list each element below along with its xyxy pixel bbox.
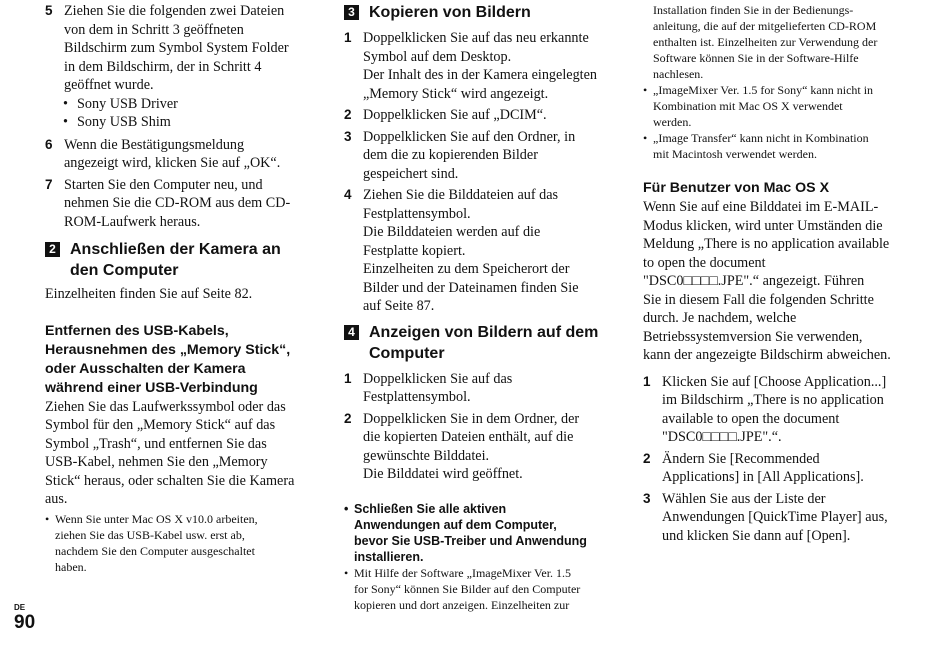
text-line: angezeigt wird, klicken Sie auf „OK“.	[64, 155, 281, 171]
text-line: Installation finden Sie in der Bedienungs-	[653, 3, 854, 17]
text-line: haben.	[55, 559, 87, 574]
subheading-line: oder Ausschalten der Kamera	[45, 360, 246, 377]
text-line: Mit Hilfe der Software „ImageMixer Ver. 1.5	[354, 565, 572, 580]
note-continuation	[643, 2, 913, 82]
text-line: ROM-Laufwerk heraus.	[64, 213, 201, 230]
text-line: dem die zu kopierenden Bilder	[363, 147, 538, 163]
text-line: gewünschte Bilddatei.	[363, 447, 490, 464]
step-number: 7	[45, 176, 53, 192]
text-line: Software können Sie in der Software-Hilfe	[653, 51, 859, 65]
text-line: Ändern Sie [Recommended	[662, 450, 820, 467]
text-line: durch. Je nachdem, welche	[643, 310, 797, 326]
text-line: Applications] in [All Applications].	[662, 469, 864, 485]
text-line: „Memory Stick“ wird angezeigt.	[363, 85, 549, 102]
text-line: Starten Sie den Computer neu, und	[64, 176, 263, 193]
step-4	[344, 186, 614, 316]
step-number: 3	[344, 128, 352, 144]
text-line: for Sony“ können Sie Bilder auf den Computer	[354, 581, 581, 596]
text-line: Betriebssystemversion Sie verwenden,	[643, 328, 863, 345]
step-number: 1	[344, 30, 352, 45]
text-line: „Image Transfer“ kann nicht in Kombination	[653, 131, 869, 145]
subheading-line: Herausnehmen des „Memory Stick“,	[45, 341, 291, 358]
text-line: Doppelklicken Sie auf das neu erkannte	[363, 30, 589, 46]
step-number: 2	[643, 450, 651, 466]
text-line: Kombination mit Mac OS X verwendet	[653, 99, 843, 113]
step-text	[64, 136, 315, 173]
text-line: Festplattensymbol.	[363, 389, 471, 405]
paragraph	[45, 398, 315, 509]
subheading: Für Benutzer von Mac OS X	[643, 180, 830, 196]
text-line: "DSC0□□□□.JPE".“.	[662, 429, 782, 445]
column-1	[45, 2, 315, 575]
section-text: Einzelheiten finden Sie auf Seite 82.	[45, 286, 253, 302]
section-number-box: 3	[344, 5, 359, 20]
section-number-box: 2	[45, 242, 60, 257]
text-line: Einzelheiten zu dem Speicherort der	[363, 261, 570, 277]
step-3	[643, 490, 913, 546]
text-line: Sie in diesem Fall die folgenden Schritte	[643, 291, 874, 308]
text-line: die kopierten Dateien enthält, auf die	[363, 429, 574, 445]
heading-line: Computer	[369, 344, 445, 362]
text-line: Bildschirm zum Symbol System Folder	[64, 40, 289, 56]
text-line: kopieren und dort anzeigen. Einzelheiten zur	[354, 597, 570, 612]
step-number: 2	[344, 410, 352, 426]
column-3	[643, 2, 913, 548]
text-line: Festplatte kopiert.	[363, 242, 466, 259]
text-line: Der Inhalt des in der Kamera eingelegten	[363, 67, 597, 83]
text-line: Meldung „There is no application available	[643, 236, 890, 252]
column-2	[344, 2, 614, 613]
text-line: Wenn Sie unter Mac OS X v10.0 arbeiten,	[55, 511, 258, 526]
paragraph	[643, 198, 913, 365]
text-line: Doppelklicken Sie auf den Ordner, in	[363, 128, 576, 145]
step-1	[643, 373, 913, 447]
text-line: Anwendungen auf dem Computer,	[354, 517, 557, 532]
text-line: nachdem Sie den Computer ausgeschaltet	[55, 543, 255, 558]
text-line: im Bildschirm „There is no application	[662, 392, 884, 408]
text-line: Die Bilddatei wird geöffnet.	[363, 466, 523, 482]
heading-line: Anzeigen von Bildern auf dem	[369, 323, 599, 341]
text-line: Wenn die Bestätigungsmeldung	[64, 136, 245, 153]
section-heading-4	[344, 322, 614, 364]
text-line: Wenn Sie auf eine Bilddatei im E-MAIL-	[643, 199, 879, 215]
step-number: 2	[344, 107, 352, 122]
text-line: geöffnet wurde.	[64, 77, 154, 93]
bullet-item: • Sony USB Shim	[63, 114, 171, 130]
text-line: installieren.	[354, 549, 424, 564]
step-5	[45, 2, 315, 95]
step-3	[344, 128, 614, 184]
text-line: mit Macintosh verwendet werden.	[653, 147, 817, 161]
text-line: to open the document	[643, 254, 766, 271]
heading-line: Anschließen der Kamera an	[70, 241, 281, 258]
step-2	[344, 410, 614, 484]
text-line: Ziehen Sie die Bilddateien auf das	[363, 187, 559, 203]
text-line: Die Bilddateien werden auf die	[363, 224, 541, 240]
language-code: DE	[14, 603, 26, 612]
text-line: und klicken Sie dann auf [Open].	[662, 527, 851, 544]
step-number: 6	[45, 136, 53, 152]
text-line: Doppelklicken Sie in dem Ordner, der	[363, 410, 580, 427]
note-item: • Schließen Sie alle aktiven Anwendungen auf dem Computer, bevor Sie USB-Treiber und Anwendung installieren.	[344, 501, 614, 565]
step-number: 3	[643, 490, 651, 506]
section-number-box: 4	[344, 325, 359, 340]
text-line: von dem in Schritt 3 geöffneten	[64, 21, 244, 38]
text-line: "DSC0□□□□.JPE".“ angezeigt. Führen	[643, 273, 865, 289]
text-line: nehmen Sie die CD-ROM aus dem CD-	[64, 195, 291, 211]
text-line: Symbol auf dem Desktop.	[363, 48, 512, 65]
note-item: • „ImageMixer Ver. 1.5 for Sony“ kann nicht in Kombination mit Mac OS X verwendet werden.	[643, 82, 913, 130]
text-line: ziehen Sie das USB-Kabel usw. erst ab,	[55, 527, 245, 542]
step-7	[45, 176, 315, 232]
step-2	[344, 106, 614, 125]
text-line: werden.	[653, 115, 692, 129]
page-footer	[14, 603, 35, 633]
text-line: Wählen Sie aus der Liste der	[662, 490, 826, 507]
text-line: Doppelklicken Sie auf „DCIM“.	[363, 107, 547, 123]
text-line: Ziehen Sie die folgenden zwei Dateien	[64, 3, 285, 19]
subheading-line: während einer USB-Verbindung	[45, 379, 258, 396]
text-line: Stick“ heraus, oder schalten Sie die Kamera	[45, 472, 295, 489]
heading-line: den Computer	[70, 262, 179, 279]
subheading-line: Entfernen des USB-Kabels,	[45, 322, 229, 339]
text-line: anleitung, die auf der mitgelieferten CD-ROM	[653, 19, 877, 33]
text-line: Symbol für den „Memory Stick“ auf das	[45, 417, 276, 433]
text-line: Modus klicken, wird unter Umständen die	[643, 217, 883, 234]
subheading	[45, 322, 315, 398]
text-line: USB-Kabel, nehmen Sie den „Memory	[45, 454, 268, 470]
text-line: Bilder und der Dateinamen finden Sie	[363, 279, 579, 296]
text-line: gespeichert sind.	[363, 165, 459, 182]
text-line: Klicken Sie auf [Choose Application...]	[662, 373, 887, 390]
note-item: • „Image Transfer“ kann nicht in Kombination mit Macintosh verwendet werden.	[643, 130, 913, 162]
step-1	[344, 29, 614, 103]
bullet-text: Sony USB Shim	[77, 114, 171, 130]
text-line: enthalten ist. Einzelheiten zur Verwendung der	[653, 35, 878, 49]
text-line: available to open the document	[662, 410, 840, 427]
text-line: in dem Bildschirm, der in Schritt 4	[64, 58, 262, 75]
text-line: „ImageMixer Ver. 1.5 for Sony“ kann nicht in	[653, 83, 874, 97]
section-heading-2	[45, 239, 315, 281]
note-item: • Mit Hilfe der Software „ImageMixer Ver. 1.5 for Sony“ können Sie Bilder auf den Computer kopieren und dort anzeigen. Einzelheiten zur	[344, 565, 614, 613]
step-number: 5	[45, 3, 53, 18]
heading-line: Kopieren von Bildern	[369, 4, 531, 21]
step-6	[45, 136, 315, 173]
note-item: • Wenn Sie unter Mac OS X v10.0 arbeiten, ziehen Sie das USB-Kabel usw. erst ab, nachdem Sie den Computer ausgeschaltet haben.	[45, 511, 315, 575]
bullet-text: Sony USB Driver	[77, 95, 178, 112]
text-line: kann der angezeigte Bildschirm abweichen.	[643, 347, 891, 363]
section-heading-3	[344, 2, 614, 23]
step-2	[643, 450, 913, 487]
text-line: Anwendungen [QuickTime Player] aus,	[662, 509, 888, 525]
step-number: 1	[643, 373, 651, 389]
page-number: 90	[14, 612, 36, 633]
bullet-item: • Sony USB Driver	[63, 95, 178, 112]
step-1	[344, 370, 614, 407]
text-line: nachlesen.	[653, 67, 704, 81]
text-line: Symbol „Trash“, und entfernen Sie das	[45, 435, 267, 452]
text-line: Festplattensymbol.	[363, 205, 471, 222]
text-line: Schließen Sie alle aktiven	[354, 501, 507, 516]
step-number: 1	[344, 370, 352, 386]
text-line: aus.	[45, 491, 68, 507]
step-text	[64, 2, 315, 95]
text-line: auf Seite 87.	[363, 298, 435, 314]
text-line: Doppelklicken Sie auf das	[363, 370, 513, 387]
step-text	[64, 176, 315, 232]
text-line: Ziehen Sie das Laufwerkssymbol oder das	[45, 398, 286, 415]
step-number: 4	[344, 187, 352, 202]
text-line: bevor Sie USB-Treiber und Anwendung	[354, 533, 587, 548]
